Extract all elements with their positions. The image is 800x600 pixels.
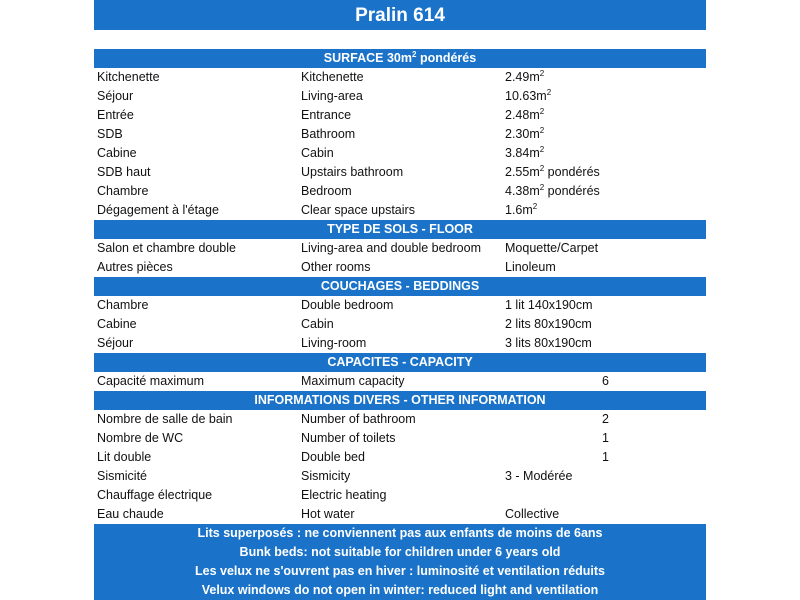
label-fr: Chambre bbox=[97, 184, 149, 198]
label-fr: Dégagement à l'étage bbox=[97, 203, 219, 217]
section-heading-text: SURFACE 30m bbox=[323, 51, 413, 65]
value-superscript: 2 bbox=[539, 164, 545, 173]
value-text: 2.48m bbox=[505, 108, 540, 122]
table-row bbox=[94, 87, 706, 106]
table-row bbox=[94, 372, 706, 391]
section-heading bbox=[94, 353, 706, 372]
label-en: Other rooms bbox=[301, 260, 371, 274]
label-fr: Entrée bbox=[97, 108, 134, 122]
value-text: 3.84m bbox=[505, 146, 540, 160]
value-text: 10.63m bbox=[505, 89, 547, 103]
label-fr: Cabine bbox=[97, 146, 137, 160]
notes-block bbox=[94, 524, 706, 600]
label-en: Number of toilets bbox=[301, 431, 396, 445]
label-fr: Lit double bbox=[97, 450, 152, 464]
label-en: Bedroom bbox=[301, 184, 352, 198]
value-text: Collective bbox=[505, 507, 560, 521]
value-text: Moquette/Carpet bbox=[505, 241, 599, 255]
value-cell bbox=[505, 258, 556, 277]
table-row bbox=[94, 258, 706, 277]
table-row bbox=[94, 144, 706, 163]
value-cell bbox=[505, 505, 559, 524]
label-en: Number of bathroom bbox=[301, 412, 416, 426]
label-fr: SDB bbox=[97, 127, 123, 141]
property-sheet bbox=[94, 0, 706, 600]
table-row bbox=[94, 467, 706, 486]
table-row bbox=[94, 429, 706, 448]
note-line: Lits superposés : ne conviennent pas aux enfants de moins de 6ans bbox=[197, 526, 603, 540]
label-en: Kitchenette bbox=[301, 70, 364, 84]
table-row bbox=[94, 448, 706, 467]
table-row bbox=[94, 163, 706, 182]
value-cell bbox=[505, 182, 600, 201]
value-superscript: 2 bbox=[539, 183, 545, 192]
value-text: 2.49m bbox=[505, 70, 540, 84]
label-fr: Séjour bbox=[97, 89, 134, 103]
label-en: Clear space upstairs bbox=[301, 203, 415, 217]
value-cell bbox=[505, 467, 572, 486]
label-fr: Kitchenette bbox=[97, 70, 160, 84]
label-en: Bathroom bbox=[301, 127, 356, 141]
section-heading bbox=[94, 49, 706, 68]
label-fr: Séjour bbox=[97, 336, 134, 350]
table-row bbox=[94, 182, 706, 201]
table-row bbox=[94, 106, 706, 125]
section-heading-text: TYPE DE SOLS - FLOOR bbox=[327, 222, 473, 236]
section-heading-text: COUCHAGES - BEDDINGS bbox=[320, 279, 480, 293]
value-cell bbox=[505, 334, 592, 353]
label-en: Hot water bbox=[301, 507, 355, 521]
page-title: Pralin 614 bbox=[94, 0, 706, 30]
label-en: Double bedroom bbox=[301, 298, 394, 312]
numeric-value: 2 bbox=[602, 412, 609, 426]
value-superscript: 2 bbox=[539, 145, 545, 154]
value-text: 3 - Modérée bbox=[505, 469, 573, 483]
label-fr: Nombre de WC bbox=[97, 431, 184, 445]
section-heading-text: INFORMATIONS DIVERS - OTHER INFORMATION bbox=[254, 393, 546, 407]
value-text: 3 lits 80x190cm bbox=[505, 336, 592, 350]
note-line: Velux windows do not open in winter: reduced light and ventilation bbox=[201, 583, 599, 597]
note-line: Les velux ne s'ouvrent pas en hiver : luminosité et ventilation réduits bbox=[194, 564, 606, 578]
label-en: Living-area and double bedroom bbox=[301, 241, 481, 255]
value-cell bbox=[505, 68, 544, 87]
table-row bbox=[94, 68, 706, 87]
value-cell bbox=[505, 296, 593, 315]
label-en: Double bed bbox=[301, 450, 365, 464]
label-en: Maximum capacity bbox=[301, 374, 405, 388]
table-row bbox=[94, 125, 706, 144]
value-cell bbox=[505, 315, 592, 334]
label-fr: Autres pièces bbox=[97, 260, 173, 274]
section-heading-superscript: 2 bbox=[412, 50, 417, 59]
value-text: 1.6m bbox=[505, 203, 533, 217]
value-cell bbox=[505, 201, 537, 220]
table-row bbox=[94, 239, 706, 258]
value-superscript: 2 bbox=[532, 202, 538, 211]
label-fr: Chambre bbox=[97, 298, 149, 312]
value-superscript: 2 bbox=[539, 126, 545, 135]
value-text: 1 lit 140x190cm bbox=[505, 298, 593, 312]
label-fr: Capacité maximum bbox=[97, 374, 204, 388]
value-cell bbox=[505, 106, 544, 125]
value-text: 2 lits 80x190cm bbox=[505, 317, 592, 331]
table-row bbox=[94, 486, 706, 505]
label-en: Living-room bbox=[301, 336, 367, 350]
table-row bbox=[94, 296, 706, 315]
section-heading-suffix: pondérés bbox=[416, 51, 477, 65]
label-en: Cabin bbox=[301, 146, 334, 160]
table-row bbox=[94, 334, 706, 353]
numeric-value: 1 bbox=[602, 450, 609, 464]
label-fr: Sismicité bbox=[97, 469, 148, 483]
label-en: Sismicity bbox=[301, 469, 351, 483]
value-superscript: 2 bbox=[539, 107, 545, 116]
label-fr: Chauffage électrique bbox=[97, 488, 213, 502]
value-cell bbox=[505, 125, 544, 144]
label-fr: Eau chaude bbox=[97, 507, 164, 521]
label-en: Entrance bbox=[301, 108, 352, 122]
value-cell bbox=[505, 239, 598, 258]
table-row bbox=[94, 410, 706, 429]
note-line: Bunk beds: not suitable for children under 6 years old bbox=[239, 545, 561, 559]
table-row bbox=[94, 201, 706, 220]
table-row bbox=[94, 505, 706, 524]
numeric-value: 1 bbox=[602, 431, 609, 445]
value-cell bbox=[505, 87, 551, 106]
label-en: Living-area bbox=[301, 89, 363, 103]
section-heading bbox=[94, 220, 706, 239]
label-fr: Nombre de salle de bain bbox=[97, 412, 233, 426]
value-text: 2.55m bbox=[505, 165, 540, 179]
label-en: Electric heating bbox=[301, 488, 387, 502]
label-fr: SDB haut bbox=[97, 165, 151, 179]
label-fr: Salon et chambre double bbox=[97, 241, 236, 255]
section-heading-text: CAPACITES - CAPACITY bbox=[327, 355, 473, 369]
section-heading bbox=[94, 277, 706, 296]
numeric-value: 6 bbox=[602, 374, 609, 388]
value-suffix: pondérés bbox=[544, 165, 600, 179]
spacer bbox=[94, 30, 706, 49]
value-superscript: 2 bbox=[546, 88, 552, 97]
value-superscript: 2 bbox=[539, 69, 545, 78]
value-cell bbox=[505, 163, 600, 182]
value-text: 4.38m bbox=[505, 184, 540, 198]
table-row bbox=[94, 315, 706, 334]
label-fr: Cabine bbox=[97, 317, 137, 331]
value-text: Linoleum bbox=[505, 260, 556, 274]
label-en: Cabin bbox=[301, 317, 334, 331]
value-cell bbox=[505, 144, 544, 163]
section-heading bbox=[94, 391, 706, 410]
value-suffix: pondérés bbox=[544, 184, 600, 198]
label-en: Upstairs bathroom bbox=[301, 165, 404, 179]
sections-container bbox=[94, 49, 706, 524]
value-text: 2.30m bbox=[505, 127, 540, 141]
